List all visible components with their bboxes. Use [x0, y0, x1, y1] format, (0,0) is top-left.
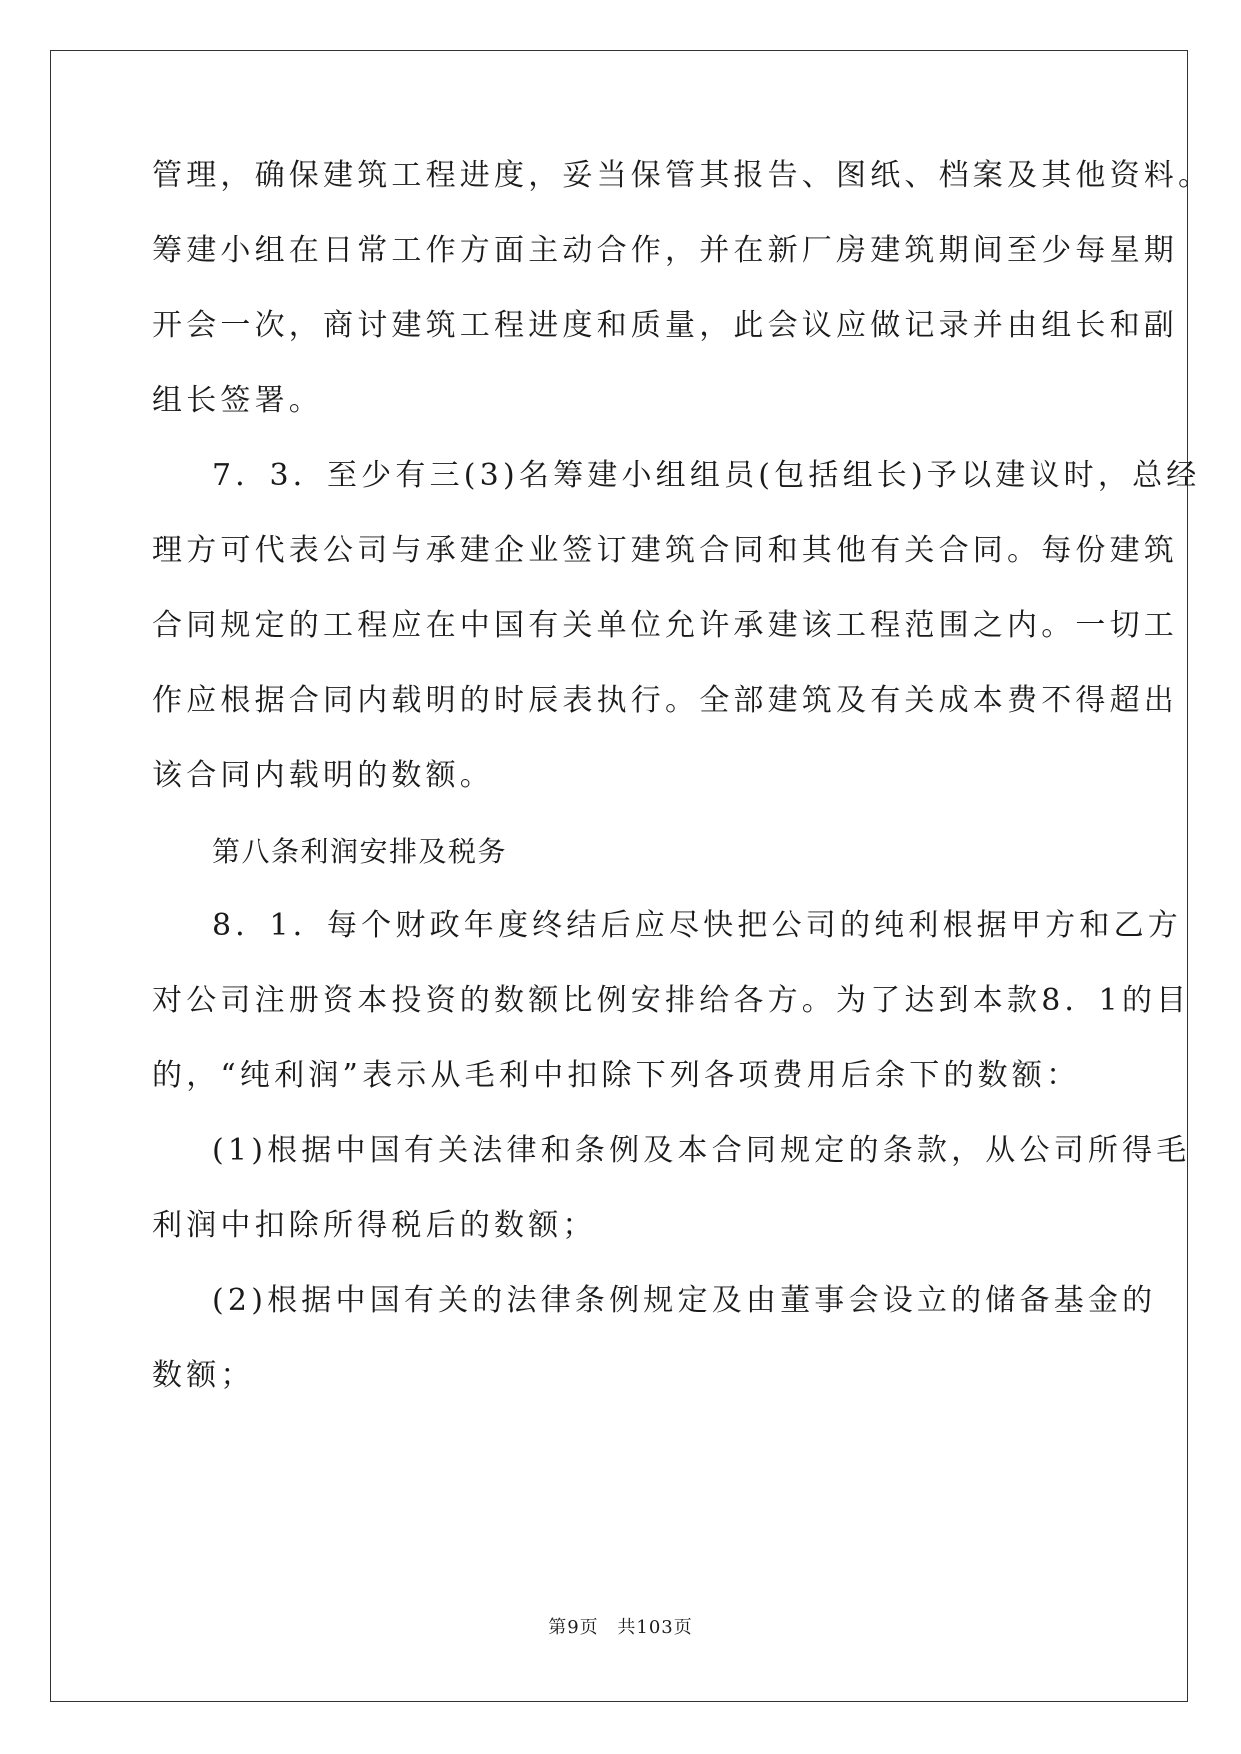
section-heading: 第八条利润安排及税务	[212, 835, 508, 868]
text-line: 对公司注册资本投资的数额比例安排给各方。为了达到本款8．1的目	[152, 983, 1191, 1018]
text-line: 作应根据合同内载明的时辰表执行。全部建筑及有关成本费不得超出	[152, 683, 1178, 718]
text-line: 数额；	[152, 1358, 255, 1393]
text-line: 该合同内载明的数额。	[152, 758, 494, 793]
text-line: 组长签署。	[152, 383, 323, 418]
text-line: 7．3．至少有三(3)名筹建小组组员(包括组长)予以建议时，总经	[212, 458, 1201, 493]
text-line: 合同规定的工程应在中国有关单位允许承建该工程范围之内。一切工	[152, 608, 1178, 643]
text-line: 筹建小组在日常工作方面主动合作，并在新厂房建筑期间至少每星期	[152, 233, 1178, 268]
text-line: 的，“纯利润”表示从毛利中扣除下列各项费用后余下的数额：	[152, 1058, 1081, 1093]
page-total: 共103页	[617, 1617, 693, 1638]
text-line: 利润中扣除所得税后的数额；	[152, 1208, 597, 1243]
text-line: 开会一次，商讨建筑工程进度和质量，此会议应做记录并由组长和副	[152, 308, 1178, 343]
text-line: (1)根据中国有关法律和条例及本合同规定的条款，从公司所得毛	[212, 1133, 1191, 1168]
text-line: (2)根据中国有关的法律条例规定及由董事会设立的储备基金的	[212, 1283, 1157, 1318]
text-line: 理方可代表公司与承建企业签订建筑合同和其他有关合同。每份建筑	[152, 533, 1178, 568]
page-number: 第9页	[548, 1617, 599, 1638]
text-line: 管理，确保建筑工程进度，妥当保管其报告、图纸、档案及其他资料。	[152, 158, 1213, 193]
text-line: 8．1．每个财政年度终结后应尽快把公司的纯利根据甲方和乙方	[212, 908, 1182, 943]
page-border	[50, 50, 1213, 1702]
page-footer	[0, 1616, 1241, 1640]
